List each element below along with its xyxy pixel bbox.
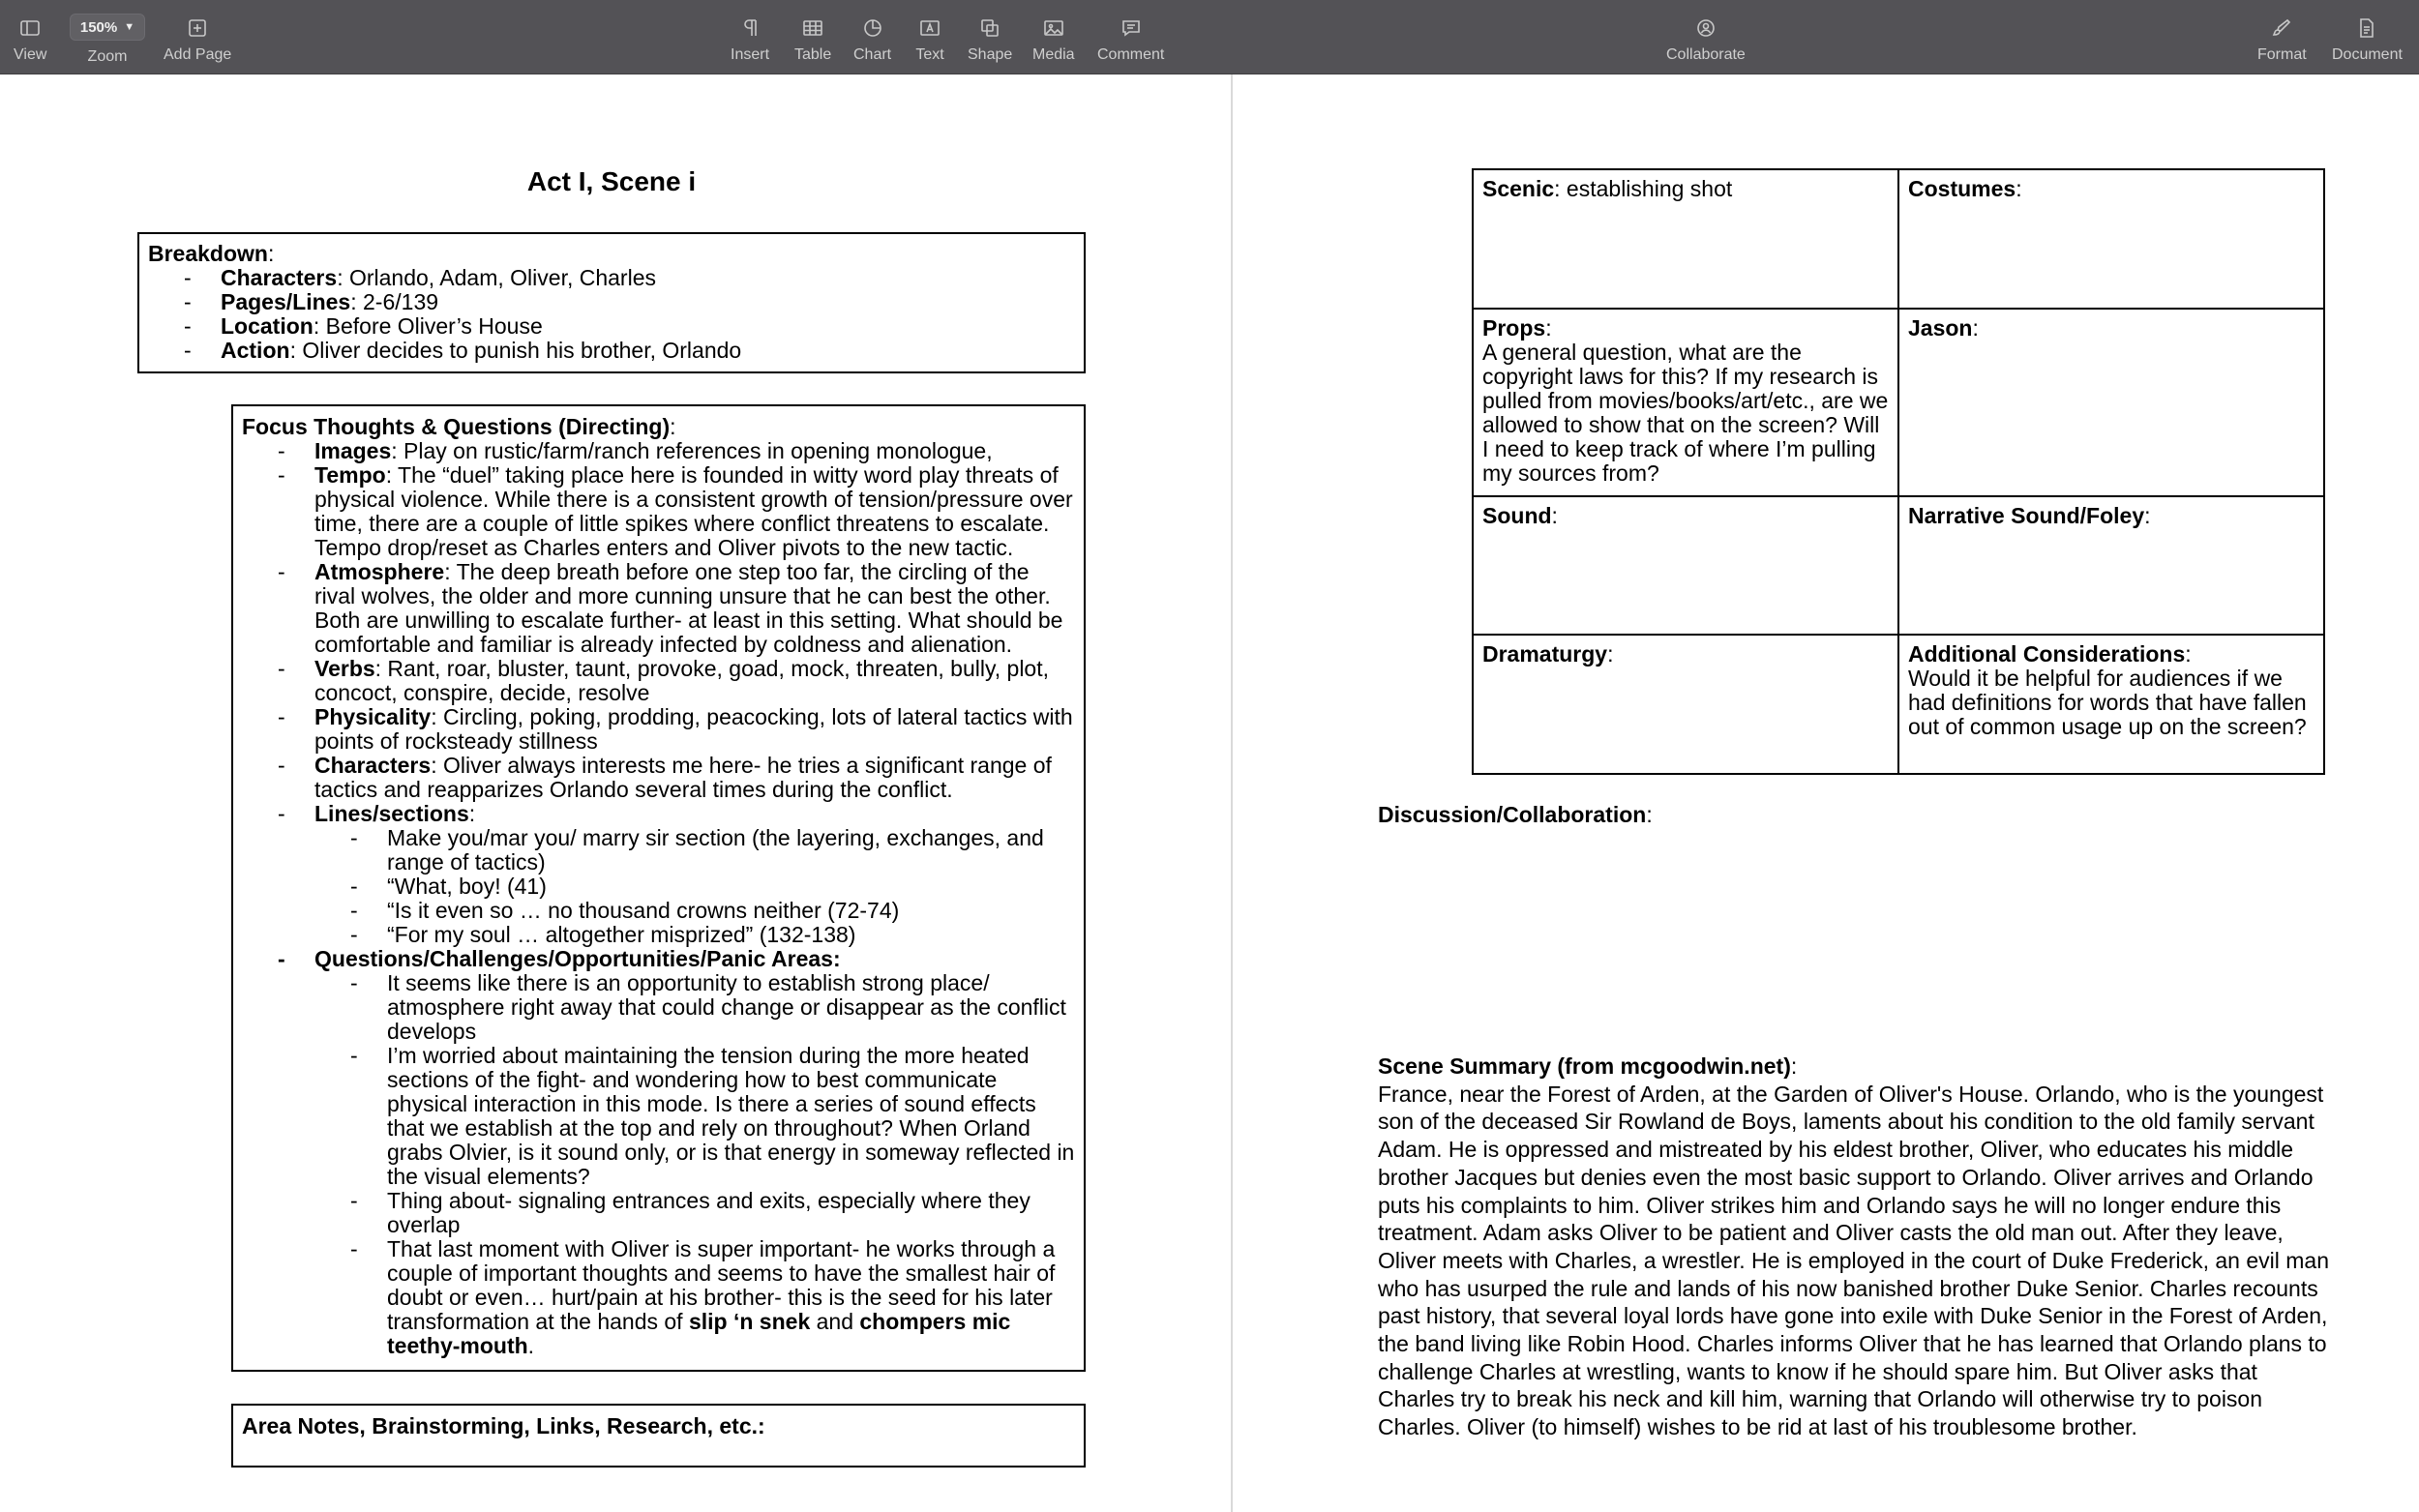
scene-summary-heading: Scene Summary (from mcgoodwin.net):: [1378, 1053, 1798, 1079]
list-item: - It seems like there is an opportunity to establish strong place/ atmosphere right away that could change or disappear as the conflict develops: [314, 971, 1075, 1044]
additional-considerations-cell[interactable]: Additional Considerations: Would it be helpful for audiences if we had definitions for words that have fallen out of common usage up on the screen?: [1898, 635, 2324, 774]
breakdown-list: [148, 266, 1075, 363]
chevron-down-icon: ▼: [124, 21, 135, 33]
list-item: - Location: Before Oliver’s House: [148, 314, 1075, 339]
list-item: - Lines/sections: - Make you/mar you/ marry sir section (the layering, exchanges, and range of tactics) - “What, boy! (41) - “Is it even so … no thousand crowns neither (72-74) - “For my soul … altogether misprized” (132-138): [242, 802, 1075, 947]
document-label: Document: [2332, 46, 2403, 63]
sidebar-icon: [15, 14, 45, 43]
zoom-value: 150%: [79, 18, 118, 36]
list-item: - “For my soul … altogether misprized” (132-138): [314, 923, 1075, 947]
collaborate-icon: [1691, 14, 1720, 43]
list-item: - “Is it even so … no thousand crowns neither (72-74): [314, 899, 1075, 923]
scene-summary-text: France, near the Forest of Arden, at the Garden of Oliver's House. Orlando, who is the youngest son of the deceased Sir Rowland de Boys, laments about his condition to the old family servant Adam. He is oppressed and mistreated by his eldest brother, Oliver, who educates his middle brother Jacques but denies even the most basic support to Orlando. Oliver arrives and Orlando puts his complaints to him. Oliver strikes him and Orlando says he will no longer endure this treatment. Adam asks Oliver to be patient and Oliver casts the old man out. After they leave, Oliver meets with Charles, a wrestler. He is employed in the court of Duke Frederick, an evil man who has usurped the rule and lands of his now banished brother Duke Senior. Charles recounts past history, that several loyal lords have gone into exile with Duke Senior in the Forest of Arden, the band living like Robin Hood. Charles informs Oliver that he has learned that Orlando plans to challenge Charles at wrestling, wants to know if he should spare him. But Oliver asks that Charles try to break his neck and kill him, warning that Orlando will otherwise try to poison Charles. Oliver (to himself) wishes to be rid at last of his troublesome brother.: [1378, 1081, 2329, 1440]
paragraph-icon: [735, 14, 764, 43]
zoom-select[interactable]: [70, 14, 145, 41]
text-box-icon: [915, 14, 944, 43]
focus-box[interactable]: [231, 404, 1086, 1372]
collaborate-button[interactable]: [1666, 14, 1746, 64]
document-icon: [2352, 14, 2381, 43]
props-cell[interactable]: Props: A general question, what are the copyright laws for this? If my research is pulled from movies/books/art/etc., are we allowed to show that on the screen? Will I need to keep track of where I’m pulling my sources from?: [1473, 309, 1898, 496]
lines-sublist: [314, 826, 1075, 947]
table-label: Table: [794, 46, 832, 63]
zoom-control[interactable]: [70, 14, 145, 66]
view-button[interactable]: [14, 14, 46, 64]
discussion-heading: Discussion/Collaboration:: [1378, 802, 1653, 827]
costumes-cell[interactable]: Costumes:: [1898, 169, 2324, 309]
list-item: - Verbs: Rant, roar, bluster, taunt, provoke, goad, mock, threaten, bully, plot, concoct, conspire, decide, resolve: [242, 657, 1075, 705]
add-page-button[interactable]: [164, 14, 231, 64]
sound-cell[interactable]: Sound:: [1473, 496, 1898, 635]
list-item: - Physicality: Circling, poking, prodding, peacocking, lots of lateral tactics with points of rocksteady stillness: [242, 705, 1075, 754]
format-label: Format: [2257, 46, 2307, 63]
shape-label: Shape: [968, 46, 1013, 63]
jason-cell[interactable]: Jason:: [1898, 309, 2324, 496]
list-item: - Thing about- signaling entrances and exits, especially where they overlap: [314, 1189, 1075, 1237]
chart-icon: [858, 14, 887, 43]
view-label: View: [14, 46, 47, 63]
chart-button[interactable]: [853, 14, 891, 64]
list-item: - Characters: Orlando, Adam, Oliver, Charles: [148, 266, 1075, 290]
media-button[interactable]: [1032, 14, 1075, 64]
zoom-label: Zoom: [87, 48, 128, 65]
narrative-sound-cell[interactable]: Narrative Sound/Foley:: [1898, 496, 2324, 635]
breakdown-heading: Breakdown:: [148, 241, 275, 266]
list-item: - That last moment with Oliver is super important- he works through a couple of important thoughts and seems to have the smallest hair of doubt or even… hurt/pain at his brother- this is the seed for his later transformation at the hands of slip ‘n snek and chompers mic teethy-mouth.: [314, 1237, 1075, 1358]
focus-list: [242, 439, 1075, 1358]
shape-icon: [975, 14, 1004, 43]
area-notes-heading: Area Notes, Brainstorming, Links, Research, etc.:: [242, 1413, 765, 1438]
text-label: Text: [915, 46, 944, 63]
list-item: - I’m worried about maintaining the tension during the more heated sections of the fight- and wondering how to best communicate physical interaction in this mode. Is there a series of sound effects that we establish at the top and rely on throughout? When Orland grabs Olvier, is it sound only, or is that energy in someway reflected in the visual elements?: [314, 1044, 1075, 1189]
page-divider: [1231, 74, 1233, 1512]
list-item: - Tempo: The “duel” taking place here is founded in witty word play threats of physical violence. While there is a consistent growth of tension/pressure over time, there are a couple of little spikes where conflict threatens to escalate. Tempo drop/reset as Charles enters and Oliver pivots to the new tactic.: [242, 463, 1075, 560]
add-page-icon: [183, 14, 212, 43]
scenic-cell[interactable]: Scenic: establishing shot: [1473, 169, 1898, 309]
media-label: Media: [1032, 46, 1075, 63]
page-title: Act I, Scene i: [526, 166, 697, 196]
comment-icon: [1117, 14, 1146, 43]
list-item: - Questions/Challenges/Opportunities/Panic Areas: - It seems like there is an opportunity to establish strong place/ atmosphere right away that could change or disappear as the conflict develops - I’m worried about maintaining the tension during the more heated sections of the fight- and wondering how to best communicate physical interaction in this mode. Is there a series of sound effects that we establish at the top and rely on throughout? When Orland grabs Olvier, is it sound only, or is that energy in someway reflected in the visual elements? - Thing about- signaling entrances and exits, especially where they overlap - That last moment with Oliver is super important- he works through a couple of important thoughts and seems to have the smallest hair of doubt or even… hurt/pain at his brother- this is the seed for his later transformation at the hands of slip ‘n snek and chompers mic teethy-mouth.: [242, 947, 1075, 1358]
insert-label: Insert: [731, 46, 770, 63]
list-item: - Action: Oliver decides to punish his brother, Orlando: [148, 339, 1075, 363]
image-icon: [1039, 14, 1068, 43]
scene-summary[interactable]: [1378, 1052, 2336, 1441]
breakdown-box[interactable]: [137, 232, 1086, 373]
questions-sublist: [314, 971, 1075, 1358]
text-button[interactable]: [915, 14, 944, 64]
document-button[interactable]: [2332, 14, 2403, 64]
focus-heading: Focus Thoughts & Questions (Directing):: [242, 414, 676, 439]
table-button[interactable]: [794, 14, 831, 64]
shape-button[interactable]: [968, 14, 1012, 64]
list-item: - Atmosphere: The deep breath before one step too far, the circling of the rival wolves, the older and more cunning unsure that he can best the other. Both are unwilling to escalate further- at least in this setting. What should be comfortable and familiar is already infected by coldness and alienation.: [242, 560, 1075, 657]
dramaturgy-cell[interactable]: Dramaturgy:: [1473, 635, 1898, 774]
add-page-label: Add Page: [164, 46, 232, 63]
collaborate-label: Collaborate: [1666, 46, 1746, 63]
chart-label: Chart: [853, 46, 892, 63]
design-grid-table: [1472, 168, 2325, 775]
toolbar: [0, 0, 2419, 74]
comment-button[interactable]: [1097, 14, 1164, 64]
list-item: - “What, boy! (41): [314, 875, 1075, 899]
comment-label: Comment: [1097, 46, 1165, 63]
table-icon: [798, 14, 827, 43]
paintbrush-icon: [2267, 14, 2296, 43]
list-item: - Characters: Oliver always interests me here- he tries a significant range of tactics and reapparizes Orlando several times during the conflict.: [242, 754, 1075, 802]
list-item: - Images: Play on rustic/farm/ranch references in opening monologue,: [242, 439, 1075, 463]
area-notes-box[interactable]: [231, 1404, 1086, 1468]
format-button[interactable]: [2257, 14, 2307, 64]
list-item: - Pages/Lines: 2-6/139: [148, 290, 1075, 314]
insert-button[interactable]: [731, 14, 769, 64]
list-item: - Make you/mar you/ marry sir section (the layering, exchanges, and range of tactics): [314, 826, 1075, 875]
